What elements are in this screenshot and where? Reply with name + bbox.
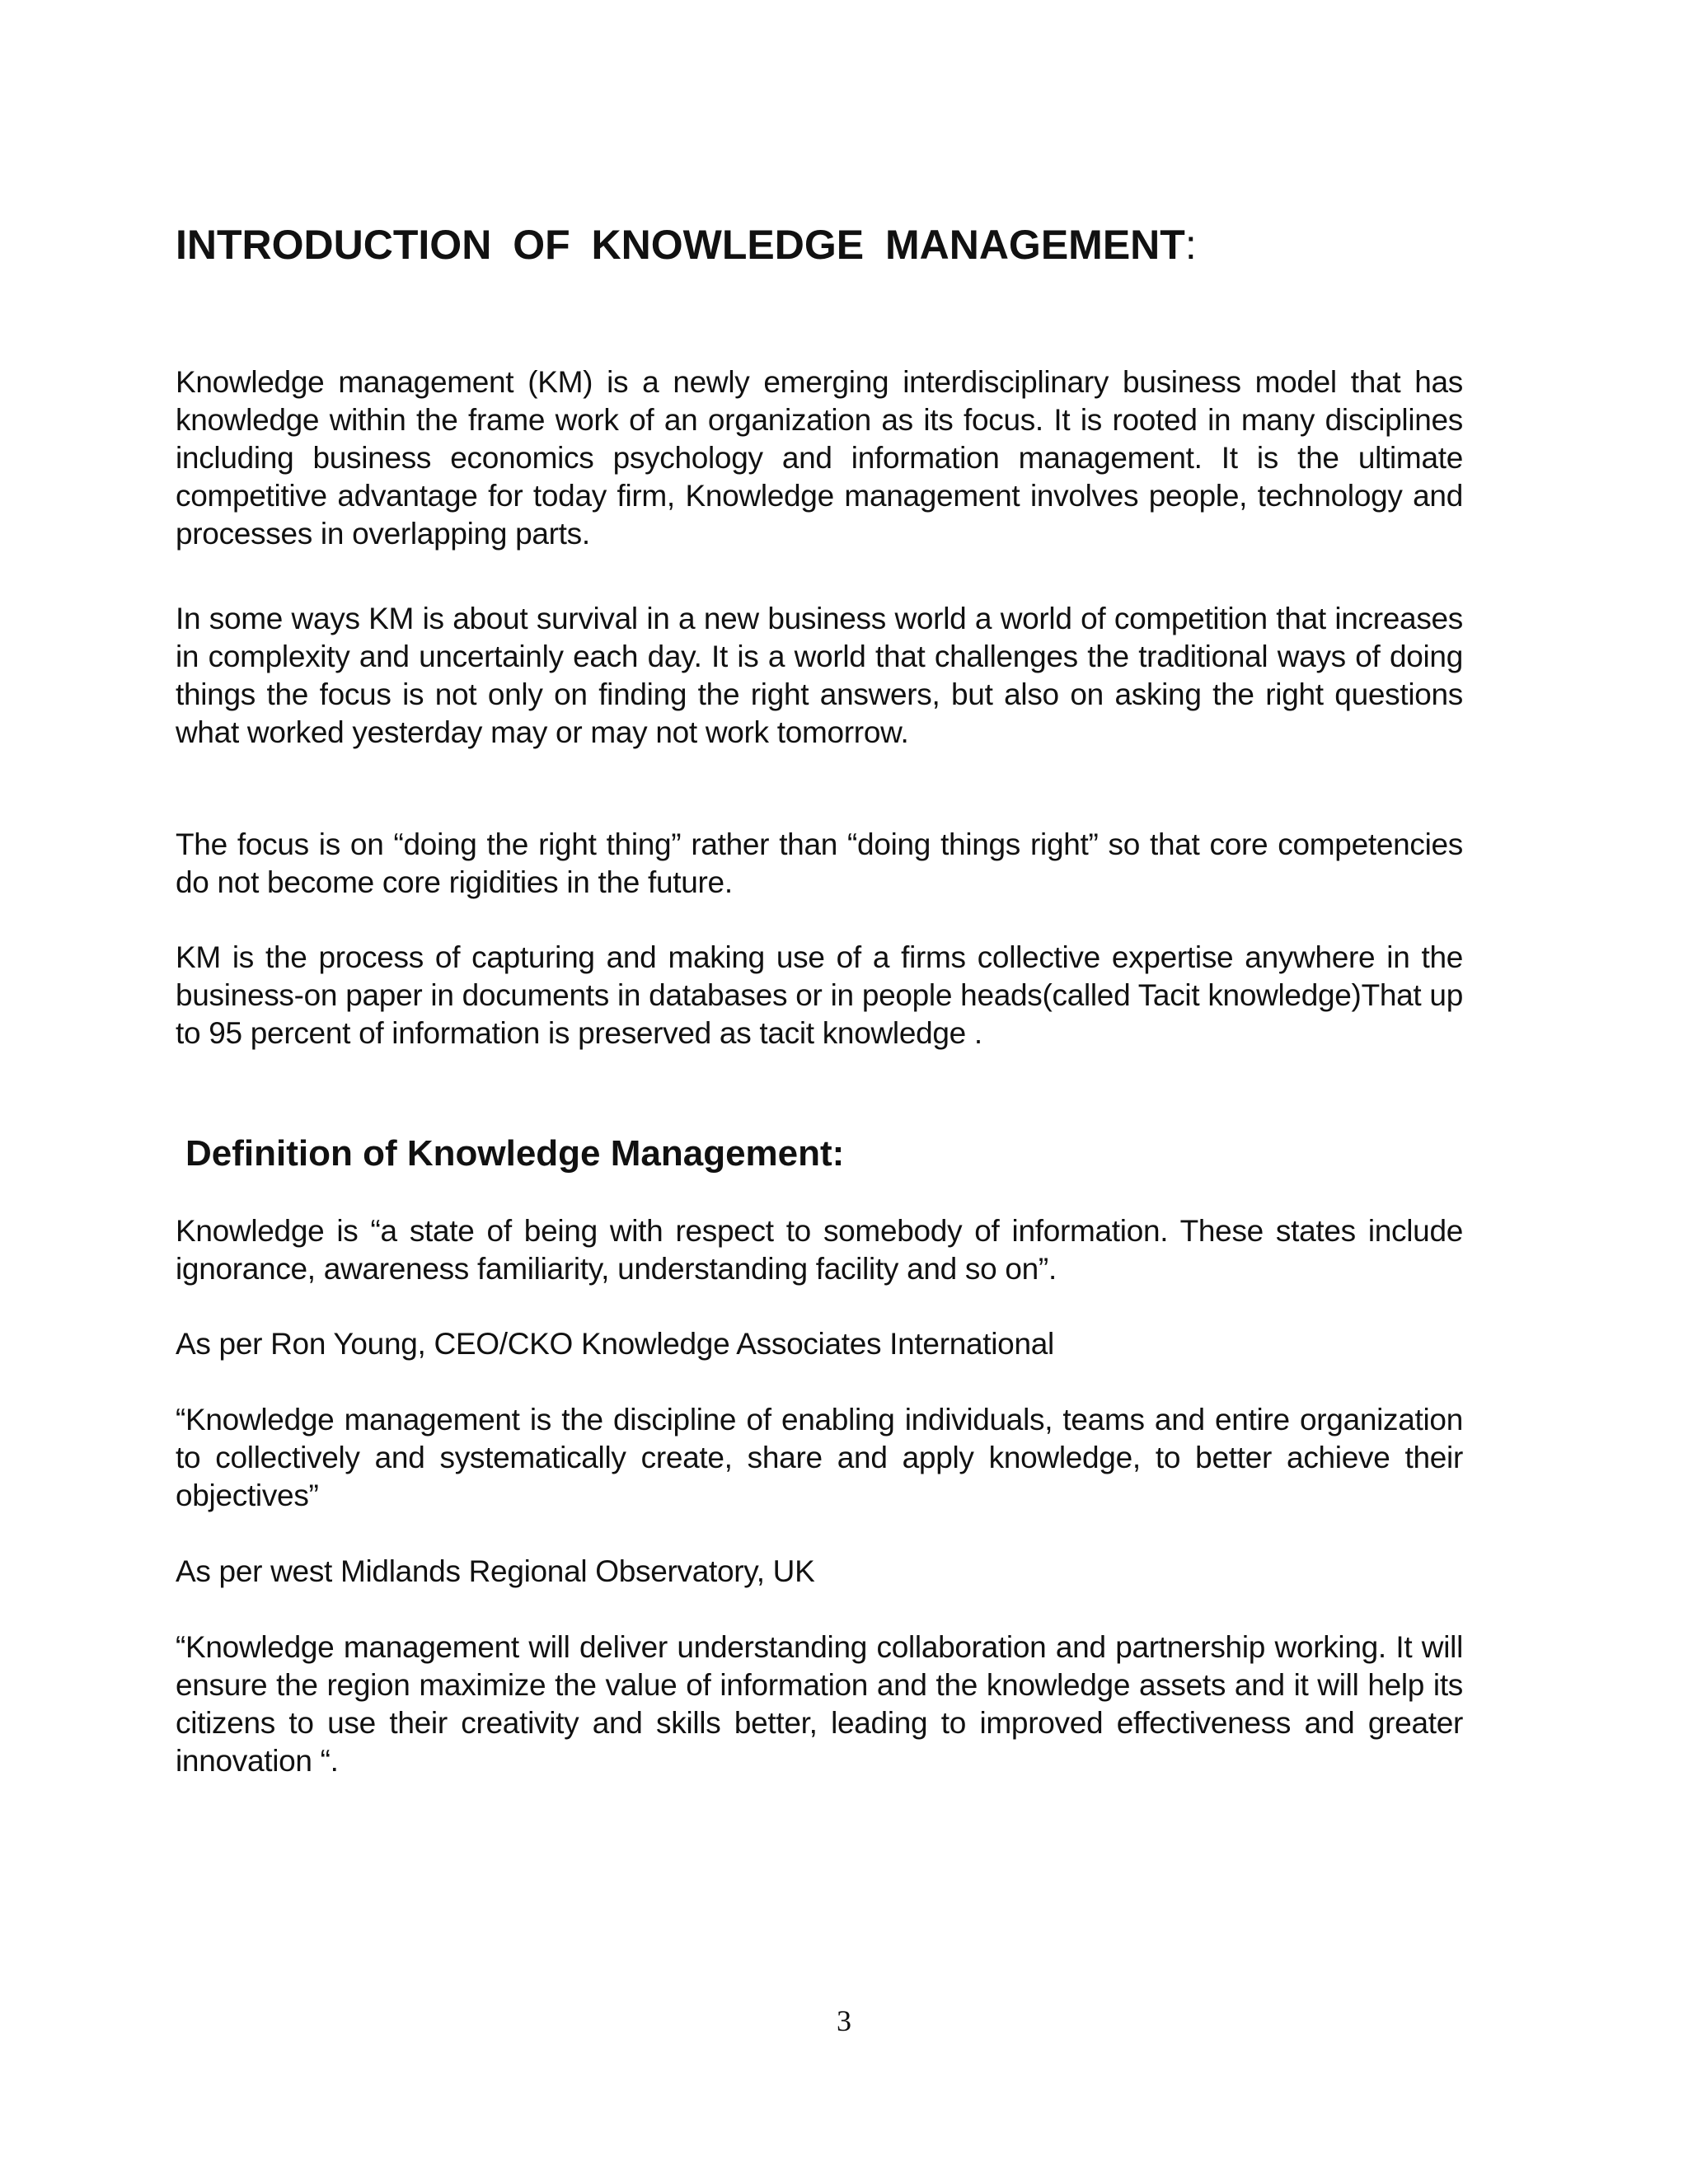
intro-paragraph-4: KM is the process of capturing and making use of a firms collective expertise anywhere in the business-on paper in documents in databases or in people heads(called Tacit knowledge)That up to 95 percent of information is preserved as tacit knowledge . — [176, 940, 1463, 1050]
definition-quote-1: “Knowledge management is the discipline of enabling individuals, teams and entire organization to collectively and systematically create, share and apply knowledge, to better achieve their objectives” — [176, 1403, 1463, 1512]
intro-paragraph-2: In some ways KM is about survival in a new business world a world of competition that increases in complexity and uncertainly each day. It is a world that challenges the traditional ways of doing things the focus is not only on finding the right answers, but also on asking the right questions what worked yesterday may or may not work tomorrow. — [176, 602, 1463, 749]
page-title-colon: : — [1184, 222, 1197, 268]
definition-quote-2: “Knowledge management will deliver understanding collaboration and partnership working. It will ensure the region maximize the value of information and the knowledge assets and it will help its citizens to use their creativity and skills better, leading to improved effectiveness and greater innovation “. — [176, 1630, 1463, 1778]
intro-paragraph-1: Knowledge management (KM) is a newly emerging interdisciplinary business model that has knowledge within the frame work of an organization as its focus. It is rooted in many disciplines including business economics psychology and information management. It is the ultimate competitive advantage for today firm, Knowledge management involves people, technology and processes in overlapping parts. — [176, 365, 1463, 551]
page-number: 3 — [837, 2004, 851, 2037]
definition-heading: Definition of Knowledge Management: — [185, 1133, 845, 1174]
page-title-text: INTRODUCTION OF KNOWLEDGE MANAGEMENT — [176, 222, 1185, 268]
definition-paragraph-1: Knowledge is “a state of being with respect to somebody of information. These states include ignorance, awareness familiarity, understanding facility and so on”. — [176, 1214, 1463, 1286]
intro-paragraph-3: The focus is on “doing the right thing” rather than “doing things right” so that core competencies do not become core rigidities in the future. — [176, 827, 1463, 899]
definition-source-1: As per Ron Young, CEO/CKO Knowledge Associates International — [176, 1327, 1054, 1361]
definition-source-2: As per west Midlands Regional Observatory, UK — [176, 1554, 815, 1588]
page-title — [176, 216, 1463, 274]
